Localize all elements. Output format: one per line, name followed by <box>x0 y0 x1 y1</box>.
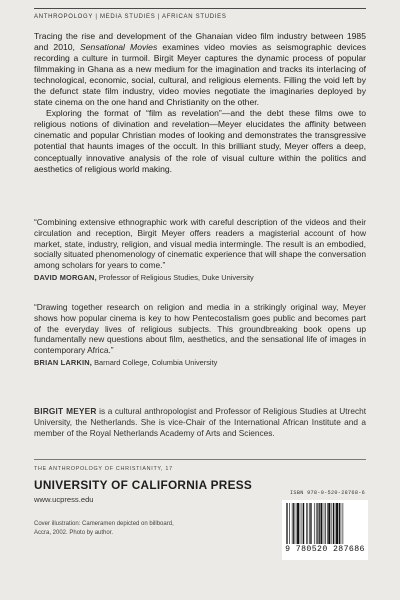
book-description <box>34 31 366 175</box>
barcode-bar <box>341 503 342 544</box>
barcode-bar <box>320 503 322 544</box>
endorsement-attribution <box>34 357 366 368</box>
barcode-bar <box>302 503 303 544</box>
endorser-affiliation: Barnard College, Columbia University <box>92 357 218 367</box>
barcode-bar <box>328 503 330 544</box>
endorsement-text: “Combining extensive ethnographic work with careful description of the videos and their circulation and reception, Birgit Meyer offers readers a magisterial account of how market, state, industry, religion, and visual media intermingle. The result is an embodied, socially situated phenomenology of cinematic experience that will shape the conversation among scholars for years to come.” <box>34 217 366 270</box>
barcode-bar <box>286 503 287 544</box>
barcode-bar <box>317 503 318 544</box>
barcode-bar <box>293 503 294 544</box>
description-paragraph-1: Tracing the rise and development of the Ghanaian video film industry between 1985 and 2010, Sensational Movies examines video movies as seismographic devices recording a culture in turmoil. Birgit Meyer captures the dynamic process of popular filmmaking in Ghana as a new medium for the imagination and tracks its interlacing of technological, economic, social, cultural, and religious elements. Filling the void left by the defunct state film industry, video movies negotiate the imaginaries deployed by state cinema on the one hand and Christianity on the other. <box>34 31 366 108</box>
endorsement-1 <box>34 217 366 283</box>
barcode <box>282 500 368 560</box>
author-name: BIRGIT MEYER <box>34 406 97 416</box>
cover-credit: Cover illustration: Cameramen depicted on billboard, Accra, 2002. Photo by author. <box>34 521 174 536</box>
author-bio-text: is a cultural anthropologist and Professor of Religious Studies at Utrecht University, the Netherlands. She is vice-Chair of the International African Institute and a member of the Royal Netherlands Academy of Arts and Sciences. <box>34 406 367 438</box>
barcode-bar <box>331 503 332 544</box>
barcode-bar <box>306 503 307 544</box>
endorser-affiliation: Professor of Religious Studies, Duke University <box>96 272 254 282</box>
barcode-bar <box>297 503 299 544</box>
barcode-number: 9 780520 287686 <box>285 545 365 554</box>
endorser-name: BRIAN LARKIN, <box>34 357 93 367</box>
endorsement-attribution <box>34 272 366 283</box>
barcode-bar <box>314 503 315 544</box>
barcode-bar <box>333 503 334 544</box>
book-title-italic: Sensational Movies <box>80 42 158 53</box>
author-bio <box>34 406 366 439</box>
barcode-bar <box>316 503 317 544</box>
endorsement-2 <box>34 302 366 368</box>
subject-categories: ANTHROPOLOGY | MEDIA STUDIES | AFRICAN STUDIES <box>34 14 227 20</box>
barcode-bar <box>296 503 297 544</box>
description-paragraph-2: Exploring the format of “film as revelation”—and the debt these films owe to religious notions of divination and revelation—Meyer elucidates the affinity between cinematic and popular Christian modes of looking and demonstrates the transgressive potential that haunts images of the occult. In this brilliant study, Meyer offers a deep, conceptually innovative analysis of the role of visual culture within the politics and aesthetics of religious world making. <box>34 108 366 174</box>
isbn-label: ISBN 978-0-520-28768-6 <box>290 490 366 496</box>
barcode-bars <box>286 503 364 544</box>
endorser-name: DAVID MORGAN, <box>34 272 97 282</box>
barcode-bar <box>343 503 344 544</box>
barcode-bar <box>287 503 288 544</box>
barcode-bar <box>309 503 310 544</box>
barcode-bar <box>325 503 326 544</box>
barcode-bar <box>292 503 293 544</box>
barcode-bar <box>300 503 301 544</box>
top-rule <box>34 8 366 9</box>
publisher-url[interactable]: www.ucpress.edu <box>34 495 94 504</box>
barcode-bar <box>289 503 290 544</box>
barcode-bar <box>327 503 328 544</box>
barcode-bar <box>319 503 320 544</box>
barcode-bar <box>311 503 312 544</box>
barcode-bar <box>335 503 336 544</box>
publisher-name: UNIVERSITY OF CALIFORNIA PRESS <box>34 478 253 492</box>
endorsement-text: “Drawing together research on religion and media in a strikingly original way, Meyer shows how popular cinema is key to how Pentecostalism goes public and becomes part of the everyday lives of religious subjects. This groundbreaking book opens up fundamentally new questions about film, aesthetics, and the sensational life of images in contemporary Africa.” <box>34 302 366 355</box>
barcode-bar <box>336 503 338 544</box>
barcode-bar <box>303 503 304 544</box>
barcode-bar <box>339 503 340 544</box>
barcode-bar <box>324 503 325 544</box>
series-name: THE ANTHROPOLOGY OF CHRISTIANITY, 17 <box>34 466 173 472</box>
footer-rule <box>34 459 366 460</box>
barcode-bar <box>307 503 308 544</box>
